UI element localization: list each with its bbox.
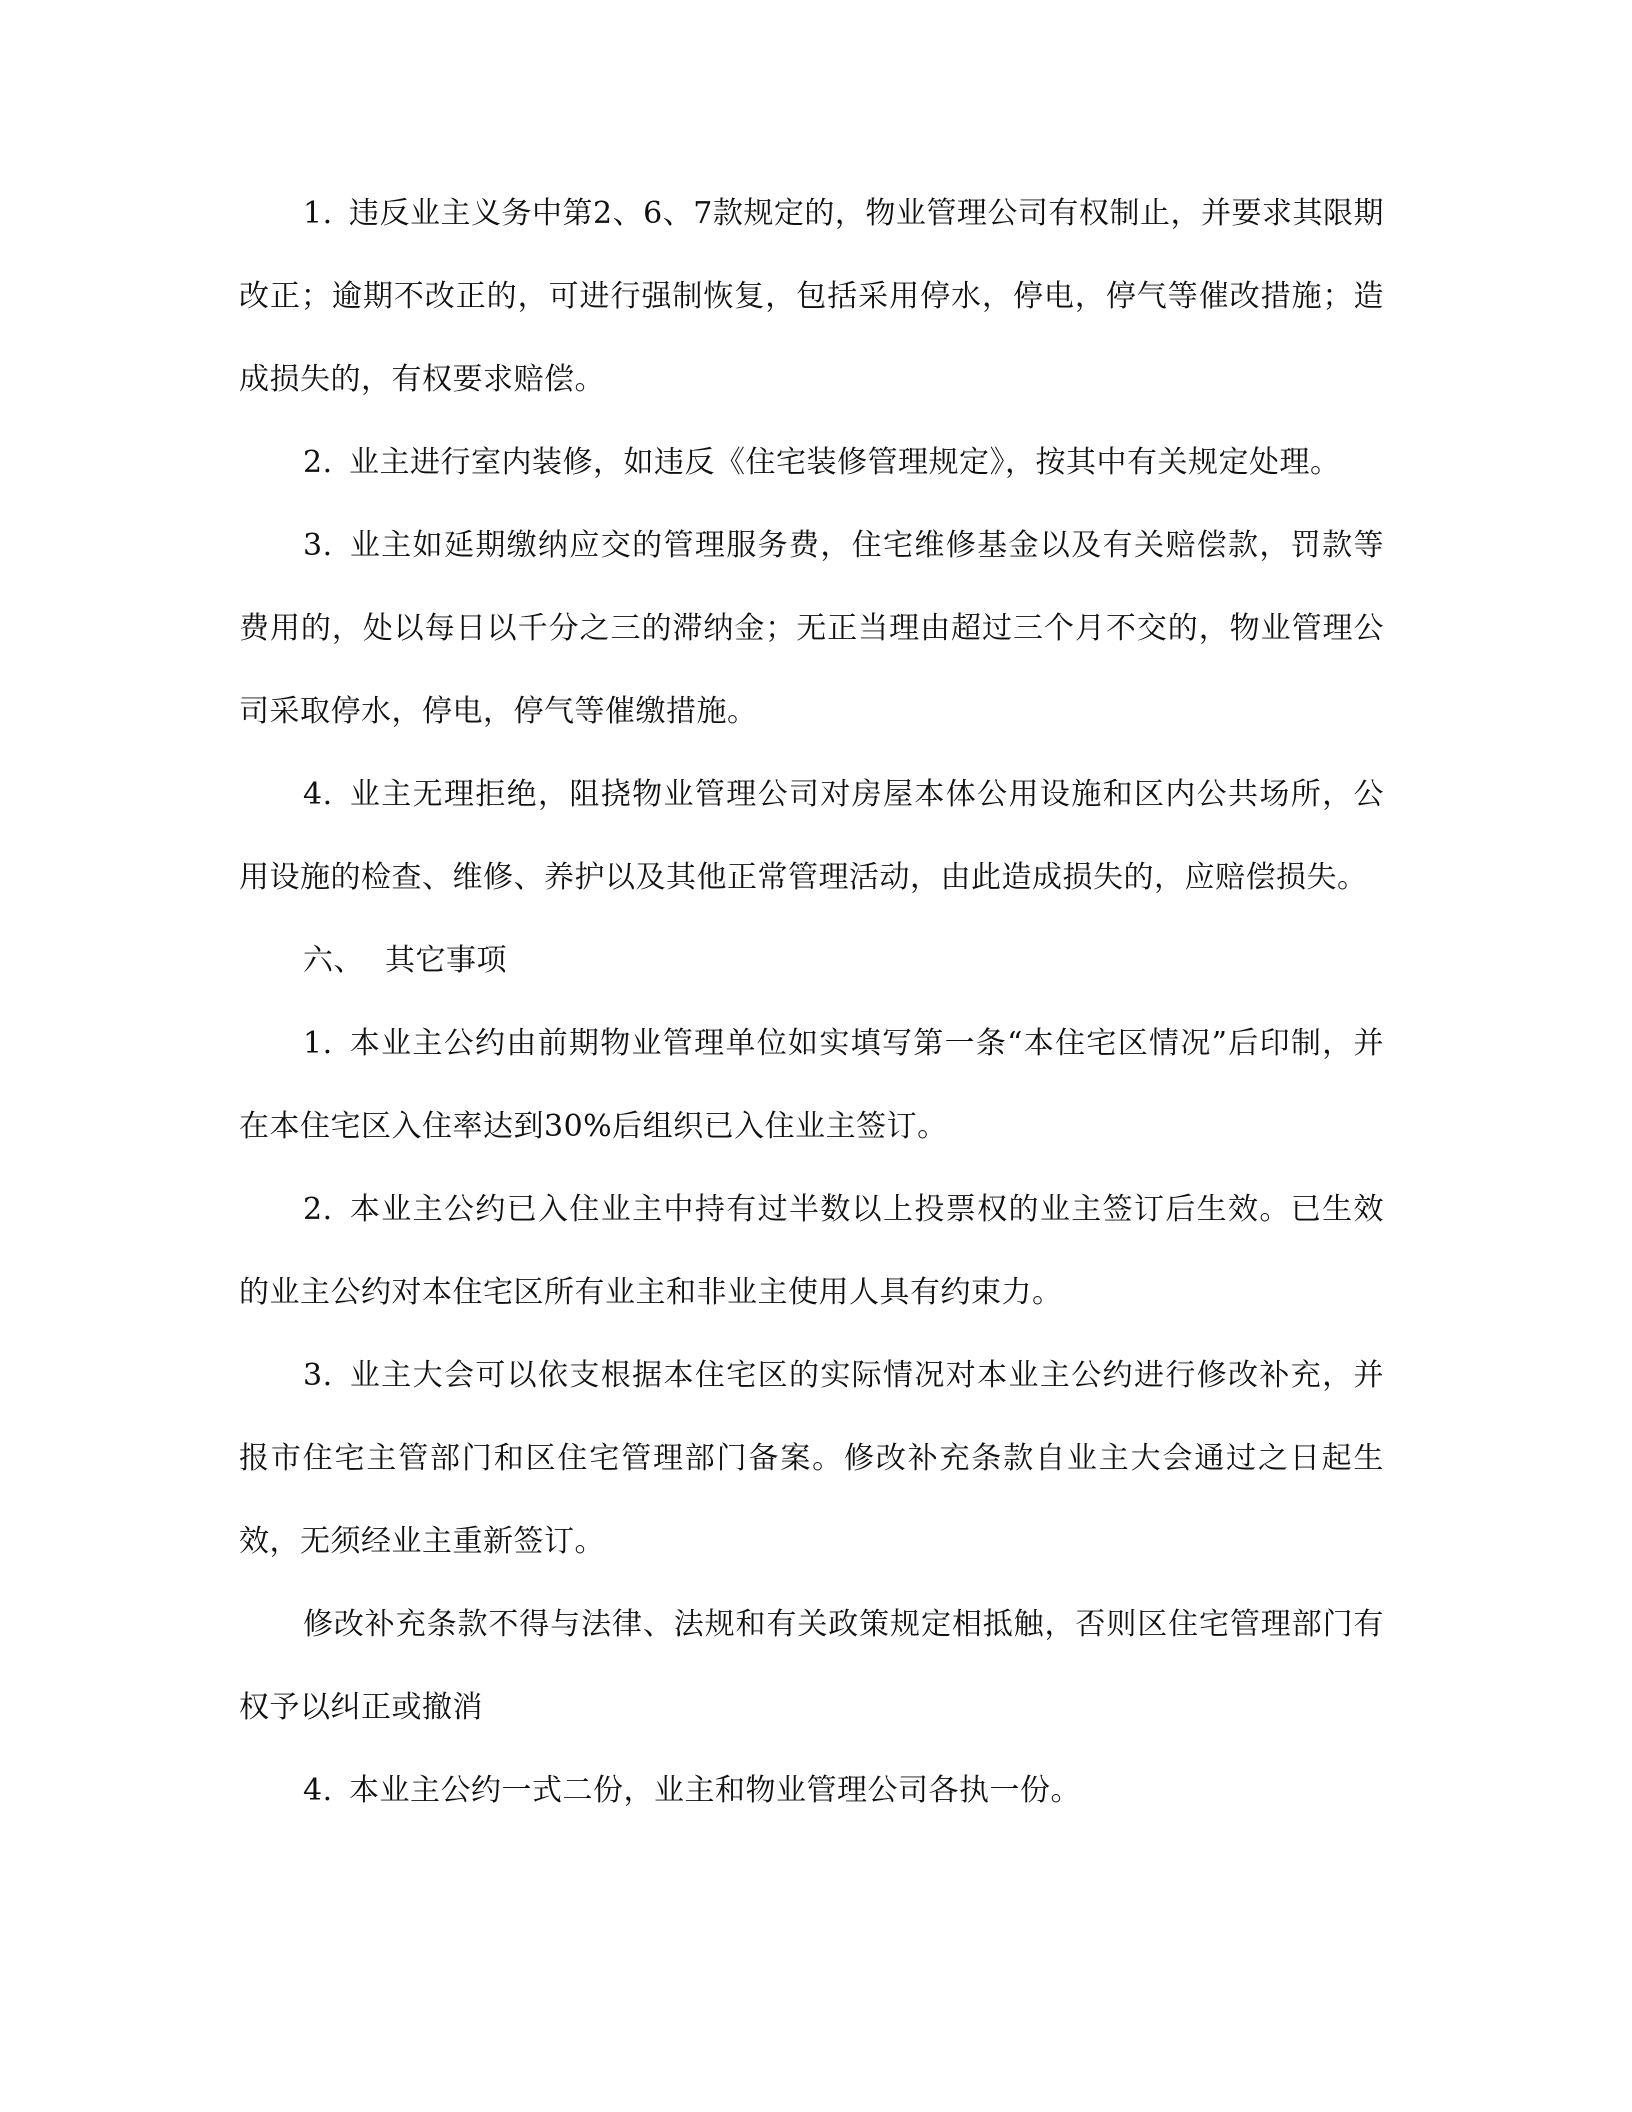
paragraph-breach-obligations <box>239 172 1384 421</box>
section-number: 六、 <box>303 943 364 978</box>
paragraph-effectiveness <box>239 1168 1384 1334</box>
paragraph-number: 1. <box>303 1026 333 1061</box>
section-title: 其它事项 <box>385 943 507 978</box>
paragraph-number: 2. <box>303 1192 333 1227</box>
paragraph-number: 4. <box>303 777 333 812</box>
paragraph-text: 本业主公约已入住业主中持有过半数以上投票权的业主签订后生效。已生效的业主公约对本住宅区所有业主和非业主使用人具有约束力。 <box>239 1192 1384 1310</box>
section-heading-other-matters <box>239 919 1384 1002</box>
paragraph-obstruction <box>239 753 1384 919</box>
paragraph-number: 2. <box>303 445 333 480</box>
paragraph-amendment-limits <box>239 1583 1384 1749</box>
paragraph-number: 3. <box>303 1358 333 1393</box>
paragraph-text: 违反业主义务中第2、6、7款规定的，物业管理公司有权制止，并要求其限期改正；逾期不改正的，可进行强制恢复，包括采用停水，停电，停气等催改措施；造成损失的，有权要求赔偿。 <box>239 196 1384 397</box>
paragraph-copies <box>239 1749 1384 1832</box>
paragraph-number: 4. <box>303 1773 333 1808</box>
paragraph-text: 本业主公约由前期物业管理单位如实填写第一条“本住宅区情况”后印制，并在本住宅区入住率达到30%后组织已入住业主签订。 <box>239 1026 1384 1144</box>
paragraph-printing-signing <box>239 1002 1384 1168</box>
paragraph-text: 业主进行室内装修，如违反《住宅装修管理规定》，按其中有关规定处理。 <box>349 445 1341 480</box>
paragraph-text: 业主如延期缴纳应交的管理服务费，住宅维修基金以及有关赔偿款，罚款等费用的，处以每日以千分之三的滞纳金；无正当理由超过三个月不交的，物业管理公司采取停水，停电，停气等催缴措施。 <box>239 528 1384 729</box>
document-body <box>239 172 1384 1832</box>
paragraph-number: 1. <box>303 196 333 231</box>
paragraph-text: 业主大会可以依支根据本住宅区的实际情况对本业主公约进行修改补充，并报市住宅主管部门和区住宅管理部门备案。修改补充条款自业主大会通过之日起生效，无须经业主重新签订。 <box>239 1358 1384 1559</box>
paragraph-text: 修改补充条款不得与法律、法规和有关政策规定相抵触，否则区住宅管理部门有权予以纠正或撤消 <box>239 1607 1384 1725</box>
paragraph-renovation <box>239 421 1384 504</box>
paragraph-amendment <box>239 1334 1384 1583</box>
paragraph-late-payment <box>239 504 1384 753</box>
paragraph-number: 3. <box>303 528 333 563</box>
paragraph-text: 本业主公约一式二份，业主和物业管理公司各执一份。 <box>349 1773 1081 1808</box>
paragraph-text: 业主无理拒绝，阻挠物业管理公司对房屋本体公用设施和区内公共场所，公用设施的检查、维修、养护以及其他正常管理活动，由此造成损失的，应赔偿损失。 <box>239 777 1384 895</box>
